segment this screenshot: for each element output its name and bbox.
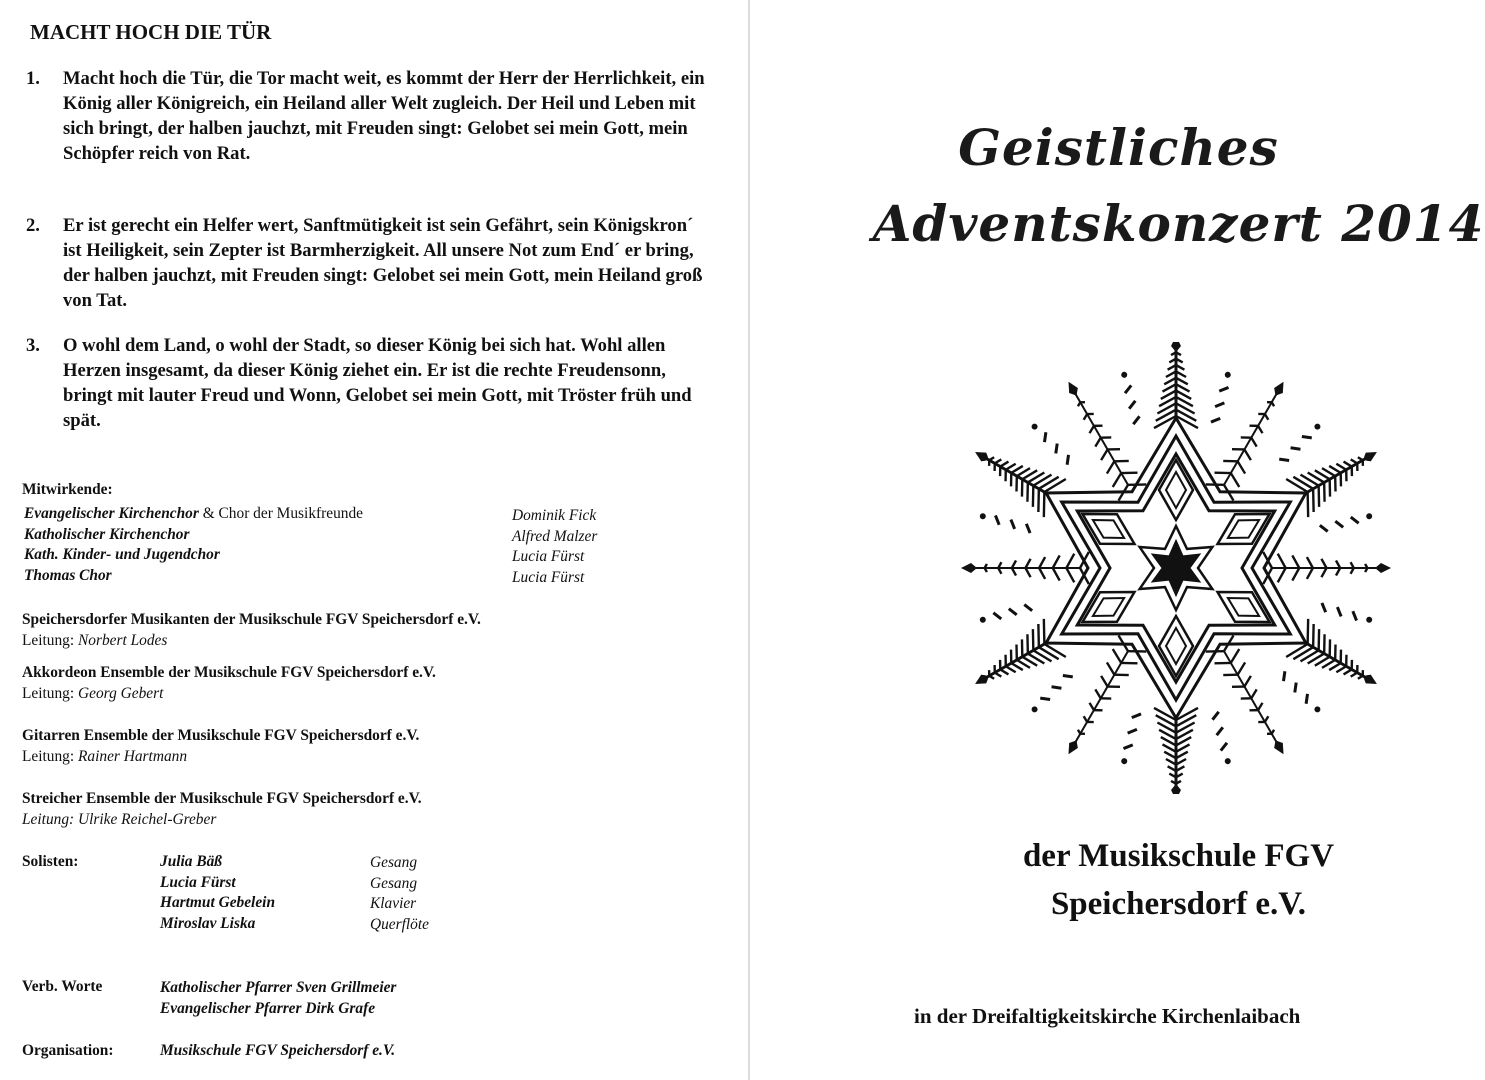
- cover-title-line-1: Geistliches: [958, 118, 1279, 177]
- choir-extra: & Chor der Musikfreunde: [198, 505, 364, 522]
- cover-venue: in der Dreifaltigkeitskirche Kirchenlaibach: [914, 1004, 1301, 1028]
- ensemble-block: [22, 726, 419, 767]
- verse-text: Er ist gerecht ein Helfer wert, Sanftmütigkeit ist sein Gefährt, sein Königskron´ ist Heiligkeit, sein Zepter ist Barmherzigkeit. All unsere Not zum End´ er bring, der halben jauchzt, mit Freuden singt: Gelobet sei mein Gott, mein Heiland groß von Tat.: [63, 215, 703, 311]
- verse-number: 2.: [26, 215, 40, 236]
- ensemble-block: [22, 610, 481, 651]
- choir-director: Alfred Malzer: [512, 527, 598, 545]
- leitung-label: Leitung:: [22, 684, 75, 702]
- soloist-role: Klavier: [370, 895, 417, 912]
- choir-director-list: [512, 506, 597, 588]
- leitung-label: Leitung:: [22, 810, 75, 828]
- ensemble-name: Gitarren Ensemble der Musikschule FGV Speichersdorf e.V.: [22, 727, 420, 744]
- verse-text: Macht hoch die Tür, die Tor macht weit, es kommt der Herr der Herrlichkeit, ein König aller Königreich, ein Heiland aller Welt zugleich. Der Heil und Leben mit sich bringt, der halben jauchzt, mit Freuden singt: Gelobet sei mein Gott, mein Schöpfer reich von Rat.: [63, 68, 705, 164]
- organisation-value: Musikschule FGV Speichersdorf e.V.: [160, 1042, 396, 1059]
- verse-2: [26, 213, 706, 313]
- organisation-label: Organisation:: [22, 1042, 114, 1059]
- verse-text: O wohl dem Land, o wohl der Stadt, so dieser König bei sich hat. Wohl allen Herzen insgesamt, da dieser König ziehet ein. Er ist die rechte Freudensonn, bringt mit lauter Freud und Wonn, Gelobet sei mein Gott, mit Tröster früh und spät.: [63, 335, 692, 431]
- worte-list: [160, 978, 396, 1019]
- ensemble-leader: Ulrike Reichel-Greber: [78, 810, 217, 828]
- worte-speaker: Evangelischer Pfarrer Dirk Grafe: [160, 999, 376, 1017]
- soloist-name: Miroslav Liska: [160, 914, 256, 932]
- page-fold-divider: [748, 0, 750, 1080]
- verse-number: 3.: [26, 335, 40, 356]
- ensemble-leader: Rainer Hartmann: [78, 747, 188, 765]
- choir-row: [24, 525, 363, 546]
- worte-label: Verb. Worte: [22, 978, 103, 995]
- cover-organizer-line-2: Speichersdorf e.V.: [1050, 886, 1307, 922]
- soloist-role: Querflöte: [370, 915, 429, 933]
- ensemble-leitung: [22, 747, 419, 768]
- verse-1: [26, 66, 706, 166]
- leitung-label: Leitung:: [22, 747, 75, 765]
- choir-row: [24, 545, 363, 566]
- choir-director: Lucia Fürst: [512, 568, 585, 586]
- choir-director: Lucia Fürst: [512, 548, 585, 565]
- soloist-name: Hartmut Gebelein: [160, 894, 276, 911]
- soloist-names: [160, 852, 275, 934]
- ensemble-block: [22, 789, 422, 830]
- cover-title-line-2: Adventskonzert 2014: [872, 194, 1485, 253]
- cover-organizer-line-1: der Musikschule FGV: [1022, 838, 1335, 874]
- soloist-role: Gesang: [370, 874, 418, 892]
- choir-row: [24, 504, 363, 525]
- soloist-role: Gesang: [370, 854, 418, 871]
- ensemble-leitung: [22, 631, 481, 652]
- snowflake-star-ornament-icon: [950, 342, 1402, 794]
- solisten-label: Solisten:: [22, 853, 79, 870]
- ensemble-leader: Norbert Lodes: [78, 631, 168, 649]
- ensemble-block: [22, 663, 436, 704]
- choir-list: [24, 504, 363, 586]
- ensemble-leitung: [22, 684, 436, 705]
- ensemble-leader: Georg Gebert: [78, 684, 164, 702]
- choir-name: Evangelischer Kirchenchor: [24, 505, 199, 522]
- soloist-roles: [370, 853, 429, 935]
- choir-row: [24, 566, 363, 587]
- choir-name: Thomas Chor: [24, 566, 112, 584]
- ensemble-name: Streicher Ensemble der Musikschule FGV Speichersdorf e.V.: [22, 790, 422, 807]
- choir-name: Kath. Kinder- und Jugendchor: [24, 546, 220, 563]
- verse-number: 1.: [26, 68, 40, 89]
- mitwirkende-label: Mitwirkende:: [22, 481, 113, 498]
- soloist-name: Lucia Fürst: [160, 873, 236, 891]
- verse-3: [26, 333, 706, 433]
- choir-director: Dominik Fick: [512, 507, 597, 524]
- ensemble-leitung: [22, 810, 422, 831]
- ensemble-name: Speichersdorfer Musikanten der Musikschule FGV Speichersdorf e.V.: [22, 611, 481, 628]
- leitung-label: Leitung:: [22, 631, 75, 649]
- cover-page: [752, 0, 1485, 1080]
- choir-name: Katholischer Kirchenchor: [24, 525, 190, 543]
- worte-speaker: Katholischer Pfarrer Sven Grillmeier: [160, 979, 397, 996]
- song-title: MACHT HOCH DIE TÜR: [30, 20, 272, 44]
- soloist-name: Julia Bäß: [160, 853, 223, 870]
- ensemble-name: Akkordeon Ensemble der Musikschule FGV Speichersdorf e.V.: [22, 664, 436, 681]
